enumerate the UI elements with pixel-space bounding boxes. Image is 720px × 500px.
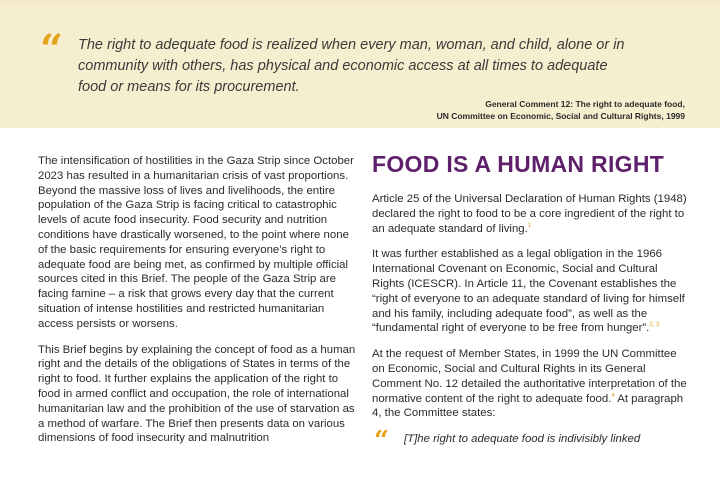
quote-source-line-1: General Comment 12: The right to adequate food, xyxy=(485,99,685,109)
footnote-ref[interactable]: 4 xyxy=(611,392,615,399)
right-paragraph-2-text: It was further established as a legal obligation in the 1966 International Covenant on Economic, Social and Cultural Rights (ICESCR). In Article 11, the Covenant establishes the “right of everyone to an adequate standard of living for himself and his family, including adequate food”, as well as the “fundamental right of everyone to be free from hunger”. xyxy=(372,248,685,335)
callout-quote-source xyxy=(437,98,685,122)
quote-source-line-2: UN Committee on Economic, Social and Cultural Rights, 1999 xyxy=(436,111,685,121)
right-paragraph-3-text-a: At the request of Member States, in 1999 the UN Committee on Economic, Social and Cultural Rights in its General Comment No. 12 detailed the authoritative interpretation of the normative content of the right to adequate food. xyxy=(372,348,687,405)
footnote-ref[interactable]: 1 xyxy=(527,222,532,229)
left-column xyxy=(38,154,356,457)
left-paragraph-1: The intensification of hostilities in the Gaza Strip since October 2023 has resulted in a humanitarian crisis of vast proportions. Beyond the massive loss of lives and livelihoods, the entire population of the Gaza Strip is facing critical to catastrophic levels of acute food insecurity. Food security and nutrition conditions have drastically worsened, to the point where none of the basic requirements for ensuring everyone’s right to adequate food are being met, as confirmed by multiple official sources cited in this Brief. The people of the Gaza Strip are facing famine – a risk that grows every day that the current situation of intense hostilities and restricted humanitarian access persists or worsens. xyxy=(38,155,354,330)
quote-mark-icon: “ xyxy=(40,26,60,73)
right-paragraph-3 xyxy=(372,347,690,421)
right-paragraph-2 xyxy=(372,247,690,336)
right-paragraph-1 xyxy=(372,192,690,236)
left-paragraph-2: This Brief begins by explaining the concept of food as a human right and the details of the obligations of States in terms of the right to food. It further explains the application of the right to food in armed conflict and occupation, the role of international humanitarian law and the prohibition of the use of starvation as a method of warfare. The Brief then presents data on various dimensions of food insecurity and malnutrition xyxy=(38,343,356,445)
inline-quote xyxy=(372,426,690,457)
footnote-ref[interactable]: 2, 3 xyxy=(649,322,660,329)
right-paragraph-3-text-b: At paragraph 4, the Committee states: xyxy=(372,392,684,420)
callout-quote-text: The right to adequate food is realized when every man, woman, and child, alone or in community with others, has physical and economic access at all times to adequate food or means for its procurement. xyxy=(78,37,625,95)
callout-quote-box xyxy=(0,4,720,128)
right-column xyxy=(372,150,690,457)
quote-mark-icon: “ xyxy=(374,426,386,457)
inline-quote-text: [T]he right to adequate food is indivisibly linked xyxy=(404,433,641,446)
section-heading: FOOD IS A HUMAN RIGHT xyxy=(372,151,665,177)
right-paragraph-1-text: Article 25 of the Universal Declaration of Human Rights (1948) declared the right to food to be a core ingredient of the right to an adequate standard of living. xyxy=(372,193,687,235)
